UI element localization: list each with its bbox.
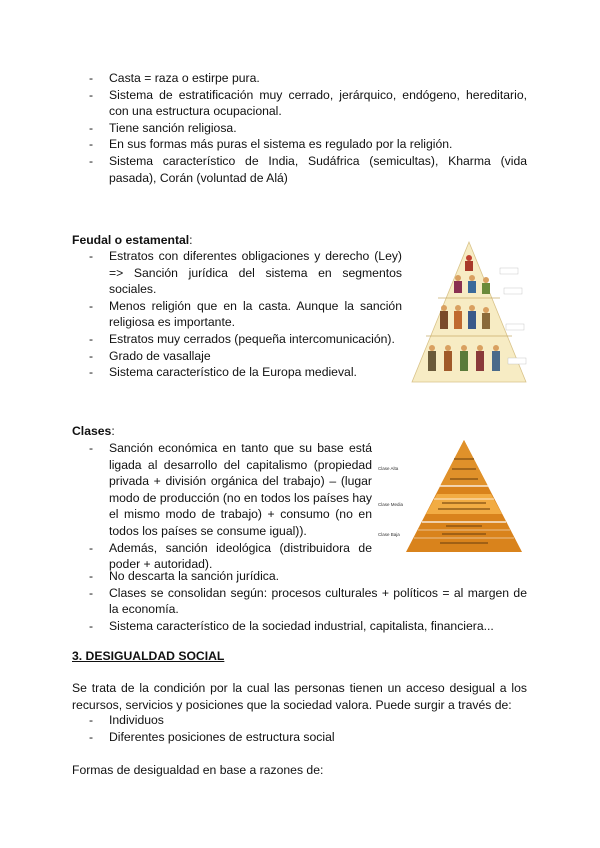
class-pyramid-image	[376, 438, 526, 556]
feudal-heading-colon: :	[189, 233, 193, 247]
feudal-heading-text: Feudal o estamental	[72, 233, 190, 247]
pyramid-label-media: Clase Media	[378, 502, 404, 507]
clases-heading	[72, 423, 115, 440]
list-item: - Sanción económica en tanto que su base está ligada al desarrollo del capitalismo (propiedad privada + división orgánica del trabajo) – (lugar modo de producción (no en todos los países hay el mismo modo de trabajo) + consumo (no en todos los países se consume igual)).	[72, 440, 372, 540]
section-list-block	[72, 712, 527, 745]
list-item: - Menos religión que en la casta. Aunque la sanción religiosa es importante.	[72, 298, 402, 331]
section-list	[72, 712, 527, 745]
section-closing-text: Formas de desigualdad en base a razones de:	[72, 763, 324, 777]
list-item: - Sistema de estratificación muy cerrado, jerárquico, endógeno, hereditario, con una estructura ocupacional.	[72, 87, 527, 120]
feudal-pyramid-image	[408, 240, 530, 384]
pyramid-label-alta: Clase Alta	[378, 466, 399, 471]
feudal-section	[72, 248, 402, 381]
list-item: - No descarta la sanción jurídica.	[72, 568, 527, 585]
list-item: - Diferentes posiciones de estructura social	[72, 729, 527, 746]
clases-section-wide	[72, 568, 527, 634]
pyramid-label-baja: Clase Baja	[378, 532, 400, 537]
list-item: - Sistema característico de India, Sudáfrica (semicultas), Kharma (vida pasada), Corán (voluntad de Alá)	[72, 153, 527, 186]
clases-heading-colon: :	[111, 424, 115, 438]
clases-heading-text: Clases	[72, 424, 112, 438]
list-item: - Clases se consolidan según: procesos culturales + políticos = al margen de la economía.	[72, 585, 527, 618]
section-title-text: 3. DESIGUALDAD SOCIAL	[72, 649, 225, 663]
list-item: - Estratos con diferentes obligaciones y derecho (Ley) => Sanción jurídica del sistema en segmentos sociales.	[72, 248, 402, 298]
list-item: - Sistema característico de la sociedad industrial, capitalista, financiera...	[72, 618, 527, 635]
clases-list-wide	[72, 568, 527, 634]
section-intro	[72, 680, 527, 713]
list-item: - Grado de vasallaje	[72, 348, 402, 365]
list-item: - En sus formas más puras el sistema es regulado por la religión.	[72, 136, 527, 153]
section-intro-text: Se trata de la condición por la cual las personas tienen un acceso desigual a los recursos, servicios y posiciones que la sociedad valora. Puede surgir a través de:	[72, 681, 527, 712]
list-item: - Sistema característico de la Europa medieval.	[72, 364, 402, 381]
section-closing	[72, 762, 527, 779]
casta-list	[72, 70, 527, 186]
feudal-list	[72, 248, 402, 381]
feudal-heading	[72, 232, 193, 249]
list-item: - Casta = raza o estirpe pura.	[72, 70, 527, 87]
list-item: - Individuos	[72, 712, 527, 729]
clases-list-narrow	[72, 440, 372, 573]
list-item: - Además, sanción ideológica (distribuidora de poder + autoridad).	[72, 540, 372, 573]
list-item: - Estratos muy cerrados (pequeña intercomunicación).	[72, 331, 402, 348]
casta-section	[72, 70, 527, 186]
section-title	[72, 648, 224, 665]
clases-section-narrow	[72, 440, 372, 573]
list-item: - Tiene sanción religiosa.	[72, 120, 527, 137]
